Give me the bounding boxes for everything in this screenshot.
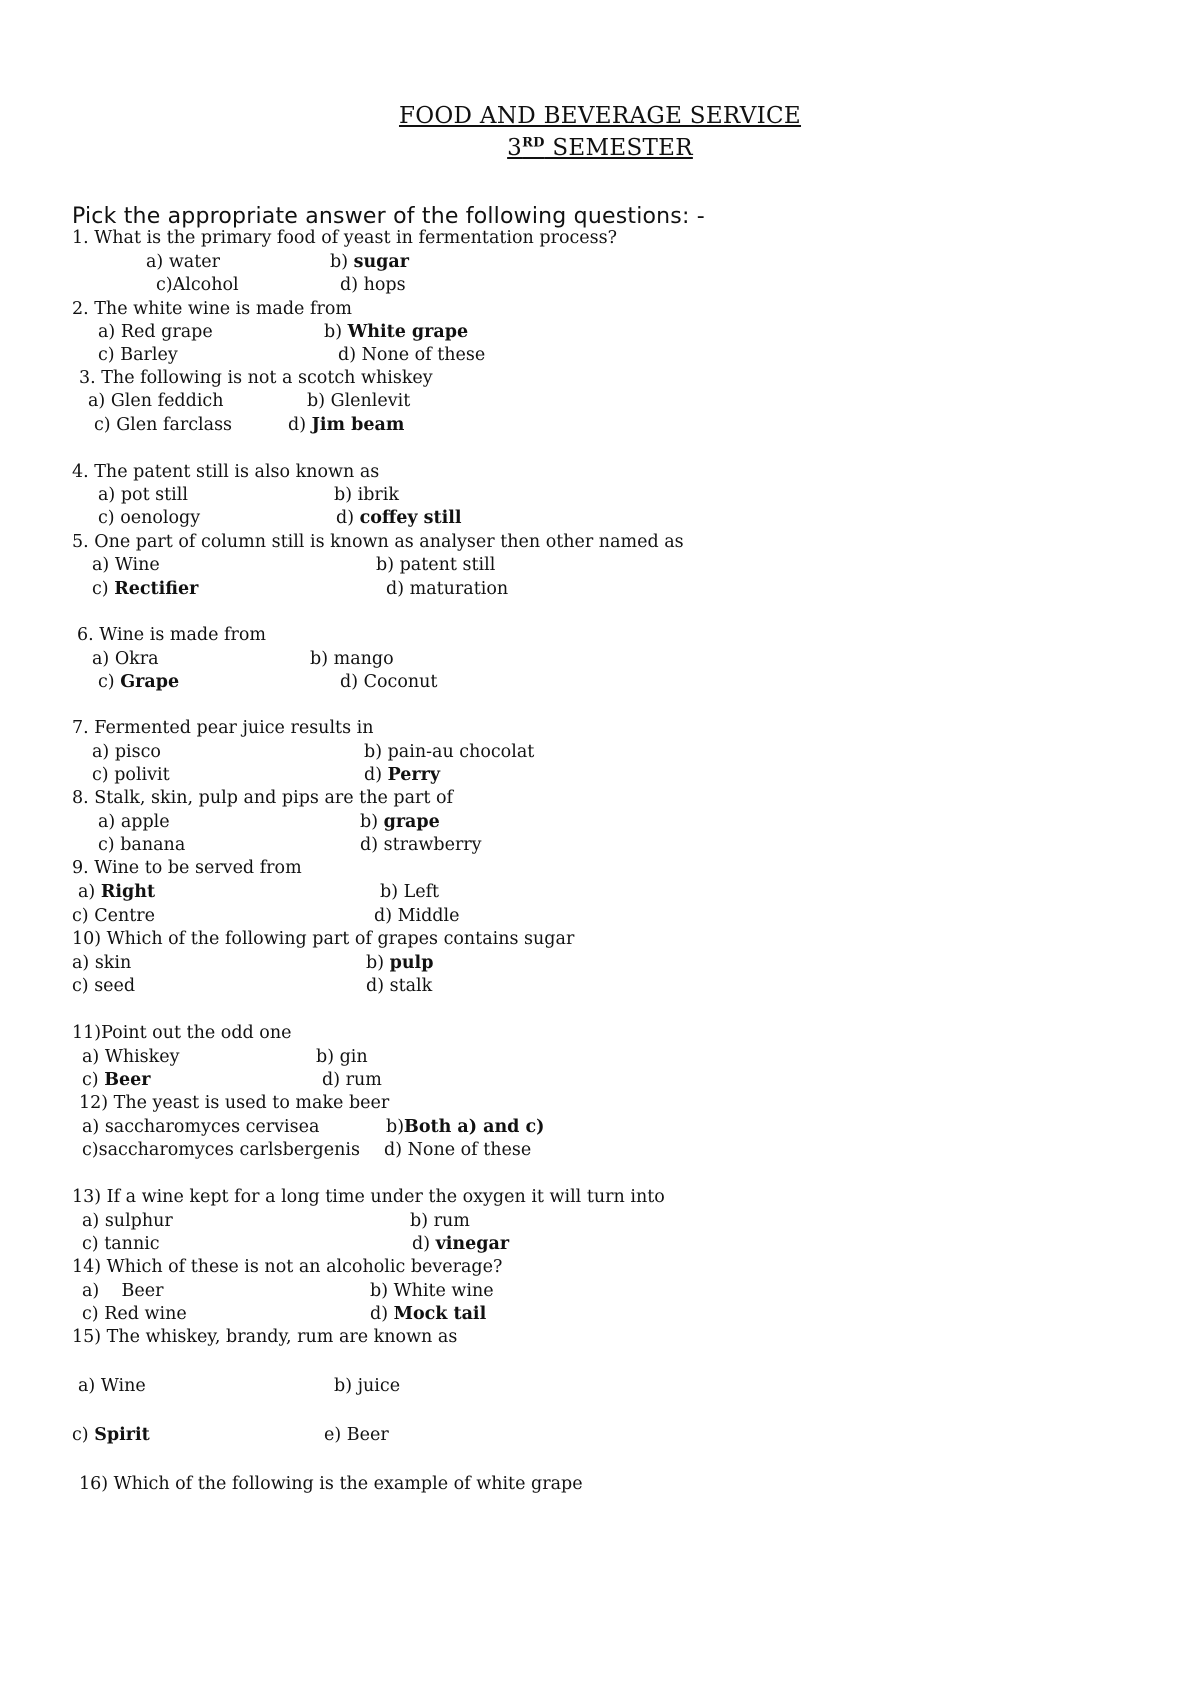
option-letter: c) [98, 672, 121, 692]
question-3-option-d [288, 413, 404, 437]
question-6-option-b [310, 647, 394, 671]
option-text: sulphur [104, 1211, 173, 1231]
question-8-option-b [360, 810, 440, 834]
option-letter: c) [72, 1425, 95, 1445]
instructions: Pick the appropriate answer of the following questions: - [72, 204, 705, 229]
option-letter: a) [98, 485, 121, 505]
question-14-option-c [82, 1302, 187, 1326]
option-letter: b) [380, 882, 404, 902]
option-letter: a) [98, 812, 121, 832]
question-8-text: 8. Stalk, skin, pulp and pips are the part of [72, 788, 454, 808]
question-1-option-b [330, 250, 409, 274]
option-letter: a) [78, 1376, 101, 1396]
option-letter: c) [94, 415, 117, 435]
option-text: pain-au chocolat [387, 742, 535, 762]
question-15-text: 15) The whiskey, brandy, rum are known as [72, 1327, 458, 1347]
option-letter: a) [92, 742, 115, 762]
option-letter: b) [364, 742, 388, 762]
question-11-option-a [82, 1045, 180, 1069]
option-text: maturation [409, 579, 509, 599]
question-10-option-b [366, 951, 433, 975]
question-10-option-c [72, 974, 135, 998]
question-9-option-d [374, 904, 459, 928]
option-letter: c) [82, 1140, 99, 1160]
option-letter: d) [366, 976, 390, 996]
question-13-option-b [410, 1209, 470, 1233]
question-4-option-a [98, 483, 188, 507]
option-text: Barley [120, 345, 178, 365]
question-4-text: 4. The patent still is also known as [72, 462, 380, 482]
question-15-option-a [78, 1374, 146, 1398]
question-2-option-d [338, 343, 485, 367]
correct-answer-text: pulp [389, 953, 434, 973]
option-text: Beer [346, 1425, 389, 1445]
option-letter: d) [340, 672, 364, 692]
option-letter: c) [82, 1234, 105, 1254]
correct-answer-text: Rectifier [114, 579, 199, 599]
option-letter: d) [336, 508, 360, 528]
option-letter: b) [307, 391, 331, 411]
option-letter: d) [322, 1070, 346, 1090]
question-13-option-c [82, 1232, 160, 1256]
option-text: Middle [397, 906, 460, 926]
option-letter: d) [288, 415, 312, 435]
semester-number: 3 [507, 135, 523, 161]
question-11-text: 11)Point out the odd one [72, 1023, 292, 1043]
question-4-option-d [336, 506, 462, 530]
option-letter: c) [98, 835, 121, 855]
option-text: juice [357, 1376, 401, 1396]
option-text: Red wine [104, 1304, 187, 1324]
question-8-option-c [98, 833, 185, 857]
option-text: saccharomyces carlsbergenis [98, 1140, 360, 1160]
option-letter: d) [340, 275, 364, 295]
option-text: skin [94, 953, 132, 973]
option-letter: a) [78, 882, 101, 902]
question-6-option-c [98, 670, 179, 694]
semester-superscript: RD [522, 135, 545, 151]
semester-word: SEMESTER [544, 135, 693, 161]
option-letter: c) [92, 579, 115, 599]
question-16-text: 16) Which of the following is the example of white grape [79, 1474, 583, 1494]
question-11-option-b [316, 1045, 368, 1069]
option-text: Left [403, 882, 440, 902]
question-2-option-c [98, 343, 178, 367]
option-letter: c) [82, 1304, 105, 1324]
option-letter: a) [88, 391, 111, 411]
question-1-option-a [146, 250, 220, 274]
option-letter: a) [92, 555, 115, 575]
question-9-option-a [78, 880, 155, 904]
correct-answer-text: grape [383, 812, 440, 832]
option-text: rum [345, 1070, 382, 1090]
option-text: oenology [120, 508, 201, 528]
semester-heading [0, 135, 1200, 161]
option-letter: a) [92, 649, 115, 669]
question-5-option-c [92, 577, 198, 601]
option-letter: a) [82, 1047, 105, 1067]
correct-answer-text: sugar [353, 252, 409, 272]
option-letter: d) [384, 1140, 408, 1160]
option-text: saccharomyces cervisea [104, 1117, 320, 1137]
option-letter: b) [324, 322, 348, 342]
question-7-option-b [364, 740, 534, 764]
question-1-option-c [156, 273, 239, 297]
option-letter: a) [82, 1117, 105, 1137]
question-5-text: 5. One part of column still is known as analyser then other named as [72, 532, 684, 552]
question-12-text: 12) The yeast is used to make beer [79, 1093, 390, 1113]
option-letter: c) [72, 906, 95, 926]
option-letter: c) [82, 1070, 105, 1090]
option-letter: d) [386, 579, 410, 599]
question-3-text: 3. The following is not a scotch whiskey [79, 368, 433, 388]
question-5-option-d [386, 577, 508, 601]
question-10-option-d [366, 974, 432, 998]
option-text: Glen feddich [110, 391, 224, 411]
question-9-option-b [380, 880, 439, 904]
option-text: strawberry [383, 835, 482, 855]
question-7-option-a [92, 740, 161, 764]
correct-answer-text: coffey still [359, 508, 462, 528]
option-letter: b) [334, 485, 358, 505]
document-title: FOOD AND BEVERAGE SERVICE [398, 103, 802, 129]
question-13-option-a [82, 1209, 173, 1233]
option-text: polivit [114, 765, 170, 785]
option-letter: c) [98, 345, 121, 365]
option-letter: d) [370, 1304, 394, 1324]
question-11-option-d [322, 1068, 382, 1092]
option-text: Glen farclass [116, 415, 233, 435]
option-text: ibrik [357, 485, 399, 505]
option-text: Centre [94, 906, 155, 926]
option-text: Whiskey [104, 1047, 180, 1067]
option-text: pisco [114, 742, 161, 762]
option-text: Glenlevit [330, 391, 411, 411]
question-1-text: 1. What is the primary food of yeast in fermentation process? [72, 228, 617, 248]
question-9-option-c [72, 904, 155, 928]
option-text: banana [120, 835, 186, 855]
question-3-option-a [88, 389, 224, 413]
option-text: Coconut [363, 672, 438, 692]
option-text: Alcohol [172, 275, 239, 295]
option-letter: d) [364, 765, 388, 785]
question-14-option-b [370, 1279, 494, 1303]
question-7-option-c [92, 763, 170, 787]
question-12-option-d [384, 1138, 531, 1162]
question-1-option-d [340, 273, 406, 297]
question-7-option-d [364, 763, 440, 787]
question-5-option-b [376, 553, 495, 577]
question-15-option-b [334, 1374, 400, 1398]
option-letter: c) [72, 976, 95, 996]
option-text: Beer [121, 1281, 164, 1301]
option-letter: b) [310, 649, 334, 669]
option-text: Wine [100, 1376, 146, 1396]
question-12-option-b [386, 1115, 544, 1139]
option-letter: b) [330, 252, 354, 272]
question-11-option-c [82, 1068, 150, 1092]
option-letter: a) [72, 953, 95, 973]
option-text: stalk [389, 976, 433, 996]
question-15-option-d [324, 1423, 389, 1447]
question-6-option-d [340, 670, 437, 694]
correct-answer-text: Spirit [94, 1425, 150, 1445]
option-text: White wine [393, 1281, 494, 1301]
correct-answer-text: Perry [387, 765, 441, 785]
option-text: None of these [407, 1140, 532, 1160]
question-10-option-a [72, 951, 131, 975]
question-3-option-c [94, 413, 232, 437]
option-letter: a) [146, 252, 169, 272]
question-2-option-b [324, 320, 468, 344]
question-10-text: 10) Which of the following part of grapes contains sugar [72, 929, 575, 949]
correct-answer-text: Jim beam [311, 415, 405, 435]
option-letter: b) [386, 1117, 405, 1137]
question-8-option-d [360, 833, 482, 857]
question-14-text: 14) Which of these is not an alcoholic beverage? [72, 1257, 503, 1277]
question-12-option-c [82, 1138, 360, 1162]
correct-answer-text: Both a) and c) [404, 1117, 545, 1137]
option-letter: d) [338, 345, 362, 365]
question-12-option-a [82, 1115, 319, 1139]
option-letter: d) [360, 835, 384, 855]
option-text: apple [120, 812, 170, 832]
option-letter: e) [324, 1425, 347, 1445]
question-5-option-a [92, 553, 160, 577]
correct-answer-text: Right [100, 882, 156, 902]
question-3-option-b [307, 389, 410, 413]
question-13-option-d [412, 1232, 509, 1256]
option-text: Wine [114, 555, 160, 575]
option-text: mango [333, 649, 394, 669]
option-text: None of these [361, 345, 486, 365]
question-2-option-a [98, 320, 213, 344]
option-letter: b) [334, 1376, 358, 1396]
question-6-text: 6. Wine is made from [77, 625, 266, 645]
correct-answer-text: vinegar [435, 1234, 510, 1254]
option-letter: a) [82, 1211, 105, 1231]
option-text: tannic [104, 1234, 160, 1254]
option-letter: c) [98, 508, 121, 528]
question-8-option-a [98, 810, 170, 834]
option-text: Red grape [120, 322, 213, 342]
option-letter: b) [376, 555, 400, 575]
correct-answer-text: Beer [104, 1070, 151, 1090]
question-4-option-c [98, 506, 200, 530]
option-letter: b) [366, 953, 390, 973]
correct-answer-text: Mock tail [393, 1304, 487, 1324]
option-text: seed [94, 976, 136, 996]
option-text: pot still [120, 485, 188, 505]
option-letter: c) [156, 275, 173, 295]
question-15-option-c [72, 1423, 150, 1447]
option-letter: a) [98, 322, 121, 342]
question-13-text: 13) If a wine kept for a long time under the oxygen it will turn into [72, 1187, 665, 1207]
option-text: Okra [114, 649, 159, 669]
option-letter: b) [410, 1211, 434, 1231]
option-letter: d) [412, 1234, 436, 1254]
question-14-option-a [82, 1279, 163, 1303]
option-letter: a) [82, 1281, 122, 1301]
question-2-text: 2. The white wine is made from [72, 299, 352, 319]
question-14-option-d [370, 1302, 486, 1326]
option-text: patent still [399, 555, 496, 575]
option-letter: b) [370, 1281, 394, 1301]
option-text: water [168, 252, 220, 272]
option-text: gin [339, 1047, 368, 1067]
option-letter: d) [374, 906, 398, 926]
question-7-text: 7. Fermented pear juice results in [72, 718, 374, 738]
option-text: hops [363, 275, 406, 295]
option-letter: c) [92, 765, 115, 785]
option-text: rum [433, 1211, 470, 1231]
question-4-option-b [334, 483, 399, 507]
correct-answer-text: Grape [120, 672, 180, 692]
correct-answer-text: White grape [347, 322, 469, 342]
option-letter: b) [316, 1047, 340, 1067]
option-letter: b) [360, 812, 384, 832]
question-9-text: 9. Wine to be served from [72, 858, 302, 878]
question-6-option-a [92, 647, 159, 671]
